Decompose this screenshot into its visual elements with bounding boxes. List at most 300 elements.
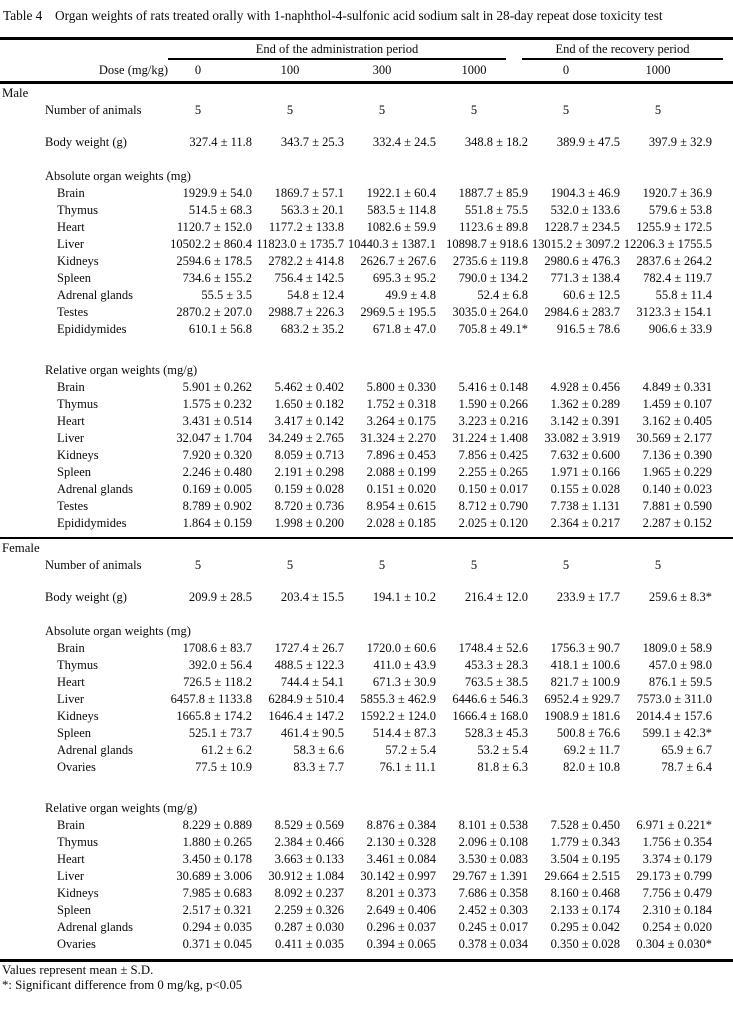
cell-value: 389.9 ± 47.5 bbox=[556, 135, 620, 149]
group-header-relative-organ-weights-mg-g bbox=[0, 800, 733, 817]
cell-value: 916.5 ± 78.6 bbox=[556, 322, 620, 336]
dose-value-admin-300: 300 bbox=[372, 63, 392, 77]
cell-value: 3.431 ± 0.514 bbox=[182, 414, 252, 428]
cell-value: 2626.7 ± 267.6 bbox=[360, 254, 436, 268]
cell-value: 0.304 ± 0.030* bbox=[636, 937, 712, 951]
dose-header-row bbox=[0, 60, 733, 81]
row-male-absolute-liver bbox=[0, 236, 733, 253]
cell-value: 0.169 ± 0.005 bbox=[182, 482, 252, 496]
cell-value: 2.384 ± 0.466 bbox=[274, 835, 344, 849]
cell-value: 65.9 ± 6.7 bbox=[661, 743, 712, 757]
cell-value: 10898.7 ± 918.6 bbox=[446, 237, 528, 251]
cell-value: 209.9 ± 28.5 bbox=[188, 590, 252, 604]
cell-value: 2735.6 ± 119.8 bbox=[452, 254, 528, 268]
row-label: Ovaries bbox=[57, 760, 96, 774]
group-title: Relative organ weights (mg/g) bbox=[45, 363, 198, 377]
cell-value: 1.998 ± 0.200 bbox=[274, 516, 344, 530]
cell-value: 7.136 ± 0.390 bbox=[642, 448, 712, 462]
cell-value: 525.1 ± 73.7 bbox=[188, 726, 252, 740]
row-male-absolute-spleen bbox=[0, 270, 733, 287]
cell-value: 5 bbox=[562, 558, 570, 572]
cell-value: 30.569 ± 2.177 bbox=[636, 431, 712, 445]
period-header-row bbox=[0, 40, 733, 60]
row-label: Kidneys bbox=[57, 448, 99, 462]
cell-value: 2870.2 ± 207.0 bbox=[176, 305, 252, 319]
cell-value: 0.411 ± 0.035 bbox=[275, 937, 344, 951]
cell-value: 2.130 ± 0.328 bbox=[366, 835, 436, 849]
footnote-significance: *: Significant difference from 0 mg/kg, p<0.05 bbox=[2, 978, 243, 992]
cell-value: 5.901 ± 0.262 bbox=[182, 380, 252, 394]
row-female-absolute-kidneys bbox=[0, 708, 733, 725]
cell-value: 771.3 ± 138.4 bbox=[550, 271, 620, 285]
cell-value: 2837.6 ± 264.2 bbox=[636, 254, 712, 268]
cell-value: 1665.8 ± 174.2 bbox=[176, 709, 252, 723]
cell-value: 1.756 ± 0.354 bbox=[642, 835, 712, 849]
cell-value: 821.7 ± 100.9 bbox=[550, 675, 620, 689]
cell-value: 2.255 ± 0.265 bbox=[458, 465, 528, 479]
cell-value: 0.371 ± 0.045 bbox=[182, 937, 252, 951]
cell-value: 7.528 ± 0.450 bbox=[550, 818, 620, 832]
cell-value: 5 bbox=[194, 558, 202, 572]
row-female-absolute-ovaries bbox=[0, 759, 733, 776]
group-header-absolute-organ-weights-mg bbox=[0, 168, 733, 185]
cell-value: 2969.5 ± 195.5 bbox=[360, 305, 436, 319]
cell-value: 1082.6 ± 59.9 bbox=[366, 220, 436, 234]
row-label: Heart bbox=[57, 675, 85, 689]
group-header-absolute-organ-weights-mg bbox=[0, 623, 733, 640]
row-male-relative-epididymides bbox=[0, 515, 733, 532]
cell-value: 13015.2 ± 3097.2 bbox=[531, 237, 620, 251]
cell-value: 7.632 ± 0.600 bbox=[550, 448, 620, 462]
row-label: Brain bbox=[57, 818, 85, 832]
cell-value: 30.142 ± 0.997 bbox=[360, 869, 436, 883]
cell-value: 1920.7 ± 36.9 bbox=[642, 186, 712, 200]
cell-value: 2.096 ± 0.108 bbox=[458, 835, 528, 849]
cell-value: 2.246 ± 0.480 bbox=[182, 465, 252, 479]
row-male-relative-adrenal-glands bbox=[0, 481, 733, 498]
cell-value: 1228.7 ± 234.5 bbox=[544, 220, 620, 234]
row-male-absolute-heart bbox=[0, 219, 733, 236]
table-title bbox=[0, 0, 733, 24]
row-label: Adrenal glands bbox=[57, 743, 134, 757]
cell-value: 78.7 ± 6.4 bbox=[661, 760, 712, 774]
row-male-relative-brain bbox=[0, 379, 733, 396]
row-label: Adrenal glands bbox=[57, 288, 134, 302]
cell-value: 81.8 ± 6.3 bbox=[477, 760, 528, 774]
cell-value: 1.752 ± 0.318 bbox=[366, 397, 436, 411]
cell-value: 528.3 ± 45.3 bbox=[464, 726, 528, 740]
row-male-absolute-kidneys bbox=[0, 253, 733, 270]
cell-value: 1255.9 ± 172.5 bbox=[636, 220, 712, 234]
cell-value: 5 bbox=[378, 558, 386, 572]
cell-value: 12206.3 ± 1755.5 bbox=[623, 237, 712, 251]
row-label: Thymus bbox=[57, 203, 98, 217]
cell-value: 397.9 ± 32.9 bbox=[648, 135, 712, 149]
cell-value: 2.025 ± 0.120 bbox=[458, 516, 528, 530]
cell-value: 705.8 ± 49.1* bbox=[458, 322, 528, 336]
cell-value: 0.155 ± 0.028 bbox=[550, 482, 620, 496]
group-header-relative-organ-weights-mg-g bbox=[0, 362, 733, 379]
cell-value: 671.8 ± 47.0 bbox=[372, 322, 436, 336]
cell-value: 4.928 ± 0.456 bbox=[550, 380, 620, 394]
cell-value: 1904.3 ± 46.9 bbox=[550, 186, 620, 200]
section-header-male: Male bbox=[2, 86, 29, 100]
cell-value: 8.876 ± 0.384 bbox=[366, 818, 436, 832]
cell-value: 906.6 ± 33.9 bbox=[648, 322, 712, 336]
cell-value: 194.1 ± 10.2 bbox=[372, 590, 436, 604]
cell-value: 5 bbox=[378, 103, 386, 117]
cell-value: 76.1 ± 11.1 bbox=[379, 760, 436, 774]
dose-label: Dose (mg/kg) bbox=[98, 63, 168, 77]
cell-value: 53.2 ± 5.4 bbox=[477, 743, 528, 757]
row-label: Liver bbox=[57, 237, 85, 251]
row-label: Adrenal glands bbox=[57, 482, 134, 496]
group-title: Relative organ weights (mg/g) bbox=[45, 801, 198, 815]
cell-value: 411.0 ± 43.9 bbox=[373, 658, 436, 672]
cell-value: 579.6 ± 53.8 bbox=[648, 203, 712, 217]
row-label: Spleen bbox=[57, 271, 92, 285]
cell-value: 7.738 ± 1.131 bbox=[550, 499, 620, 513]
row-label: Number of animals bbox=[45, 103, 142, 117]
cell-value: 1646.4 ± 147.2 bbox=[268, 709, 344, 723]
row-label: Kidneys bbox=[57, 886, 99, 900]
cell-value: 1.779 ± 0.343 bbox=[550, 835, 620, 849]
cell-value: 3.417 ± 0.142 bbox=[274, 414, 344, 428]
cell-value: 0.140 ± 0.023 bbox=[642, 482, 712, 496]
row-label: Liver bbox=[57, 431, 85, 445]
cell-value: 3.504 ± 0.195 bbox=[550, 852, 620, 866]
dose-value-admin-0: 0 bbox=[194, 63, 202, 77]
cell-value: 0.394 ± 0.065 bbox=[366, 937, 436, 951]
cell-value: 5 bbox=[470, 558, 478, 572]
cell-value: 1177.2 ± 133.8 bbox=[268, 220, 344, 234]
cell-value: 1.864 ± 0.159 bbox=[182, 516, 252, 530]
row-male-absolute-adrenal-glands bbox=[0, 287, 733, 304]
row-male-relative-kidneys bbox=[0, 447, 733, 464]
cell-value: 259.6 ± 8.3* bbox=[648, 590, 712, 604]
cell-value: 8.954 ± 0.615 bbox=[366, 499, 436, 513]
cell-value: 5855.3 ± 462.9 bbox=[360, 692, 436, 706]
dose-value-admin-100: 100 bbox=[280, 63, 300, 77]
cell-value: 8.101 ± 0.538 bbox=[458, 818, 528, 832]
cell-value: 1720.0 ± 60.6 bbox=[366, 641, 436, 655]
cell-value: 3.663 ± 0.133 bbox=[274, 852, 344, 866]
cell-value: 31.324 ± 2.270 bbox=[360, 431, 436, 445]
cell-value: 2980.6 ± 476.3 bbox=[544, 254, 620, 268]
cell-value: 532.0 ± 133.6 bbox=[550, 203, 620, 217]
row-label: Epididymides bbox=[57, 516, 127, 530]
cell-value: 5.800 ± 0.330 bbox=[366, 380, 436, 394]
row-label: Heart bbox=[57, 414, 85, 428]
cell-value: 3.461 ± 0.084 bbox=[366, 852, 436, 866]
table-bottom-rule bbox=[0, 959, 733, 962]
cell-value: 488.5 ± 122.3 bbox=[274, 658, 344, 672]
cell-value: 1929.9 ± 54.0 bbox=[182, 186, 252, 200]
cell-value: 1708.6 ± 83.7 bbox=[182, 641, 252, 655]
cell-value: 1666.4 ± 168.0 bbox=[452, 709, 528, 723]
cell-value: 756.4 ± 142.5 bbox=[274, 271, 344, 285]
cell-value: 2988.7 ± 226.3 bbox=[268, 305, 344, 319]
row-label: Brain bbox=[57, 186, 85, 200]
cell-value: 5.416 ± 0.148 bbox=[458, 380, 528, 394]
row-label: Kidneys bbox=[57, 254, 99, 268]
cell-value: 29.173 ± 0.799 bbox=[636, 869, 712, 883]
cell-value: 1756.3 ± 90.7 bbox=[550, 641, 620, 655]
cell-value: 2.133 ± 0.174 bbox=[550, 903, 620, 917]
cell-value: 8.160 ± 0.468 bbox=[550, 886, 620, 900]
cell-value: 1.590 ± 0.266 bbox=[458, 397, 528, 411]
table-caption: Organ weights of rats treated orally with 1-naphthol-4-sulfonic acid sodium salt in 28-day repeat dose toxicity test bbox=[55, 8, 663, 23]
cell-value: 1120.7 ± 152.0 bbox=[176, 220, 252, 234]
cell-value: 418.1 ± 100.6 bbox=[550, 658, 620, 672]
cell-value: 8.201 ± 0.373 bbox=[366, 886, 436, 900]
cell-value: 30.689 ± 3.006 bbox=[176, 869, 252, 883]
cell-value: 69.2 ± 11.7 bbox=[563, 743, 620, 757]
cell-value: 1.971 ± 0.166 bbox=[550, 465, 620, 479]
cell-value: 5 bbox=[286, 558, 294, 572]
cell-value: 8.229 ± 0.889 bbox=[182, 818, 252, 832]
dose-value-recovery-0: 0 bbox=[562, 63, 570, 77]
cell-value: 2.649 ± 0.406 bbox=[366, 903, 436, 917]
cell-value: 3.530 ± 0.083 bbox=[458, 852, 528, 866]
cell-value: 0.254 ± 0.020 bbox=[642, 920, 712, 934]
cell-value: 10440.3 ± 1387.1 bbox=[347, 237, 436, 251]
row-label: Number of animals bbox=[45, 558, 142, 572]
section-header-female: Female bbox=[2, 541, 40, 555]
row-label: Body weight (g) bbox=[45, 135, 127, 149]
cell-value: 61.2 ± 6.2 bbox=[201, 743, 252, 757]
cell-value: 6446.6 ± 546.3 bbox=[452, 692, 528, 706]
row-male-relative-thymus bbox=[0, 396, 733, 413]
cell-value: 563.3 ± 20.1 bbox=[280, 203, 344, 217]
cell-value: 29.767 ± 1.391 bbox=[452, 869, 528, 883]
row-label: Adrenal glands bbox=[57, 920, 134, 934]
cell-value: 551.8 ± 75.5 bbox=[464, 203, 528, 217]
cell-value: 332.4 ± 24.5 bbox=[372, 135, 436, 149]
row-label: Ovaries bbox=[57, 937, 96, 951]
cell-value: 392.0 ± 56.4 bbox=[188, 658, 252, 672]
cell-value: 77.5 ± 10.9 bbox=[195, 760, 252, 774]
cell-value: 343.7 ± 25.3 bbox=[280, 135, 344, 149]
cell-value: 0.150 ± 0.017 bbox=[458, 482, 528, 496]
cell-value: 52.4 ± 6.8 bbox=[477, 288, 528, 302]
cell-value: 0.296 ± 0.037 bbox=[366, 920, 436, 934]
cell-value: 1887.7 ± 85.9 bbox=[458, 186, 528, 200]
cell-value: 2984.6 ± 283.7 bbox=[544, 305, 620, 319]
cell-value: 203.4 ± 15.5 bbox=[280, 590, 344, 604]
cell-value: 54.8 ± 12.4 bbox=[287, 288, 344, 302]
cell-value: 7.881 ± 0.590 bbox=[642, 499, 712, 513]
footnotes bbox=[0, 963, 733, 993]
cell-value: 683.2 ± 35.2 bbox=[280, 322, 344, 336]
cell-value: 2.310 ± 0.184 bbox=[642, 903, 712, 917]
cell-value: 3123.3 ± 154.1 bbox=[636, 305, 712, 319]
cell-value: 8.712 ± 0.790 bbox=[458, 499, 528, 513]
dose-value-admin-1000: 1000 bbox=[461, 63, 487, 77]
cell-value: 500.8 ± 76.6 bbox=[556, 726, 620, 740]
cell-value: 0.159 ± 0.028 bbox=[274, 482, 344, 496]
cell-value: 790.0 ± 134.2 bbox=[458, 271, 528, 285]
row-female-relative-thymus bbox=[0, 834, 733, 851]
cell-value: 1.362 ± 0.289 bbox=[550, 397, 620, 411]
row-label: Liver bbox=[57, 692, 85, 706]
cell-value: 1592.2 ± 124.0 bbox=[360, 709, 436, 723]
cell-value: 7.856 ± 0.425 bbox=[458, 448, 528, 462]
row-label: Spleen bbox=[57, 726, 92, 740]
cell-value: 34.249 ± 2.765 bbox=[268, 431, 344, 445]
row-female-relative-kidneys bbox=[0, 885, 733, 902]
cell-value: 0.151 ± 0.020 bbox=[366, 482, 436, 496]
row-label: Heart bbox=[57, 852, 85, 866]
cell-value: 0.295 ± 0.042 bbox=[550, 920, 620, 934]
row-male-relative-heart bbox=[0, 413, 733, 430]
table-body bbox=[0, 84, 733, 953]
cell-value: 0.350 ± 0.028 bbox=[550, 937, 620, 951]
cell-value: 2.028 ± 0.185 bbox=[366, 516, 436, 530]
number-of-animals-row bbox=[0, 557, 733, 574]
cell-value: 0.294 ± 0.035 bbox=[182, 920, 252, 934]
cell-value: 7.985 ± 0.683 bbox=[182, 886, 252, 900]
cell-value: 7573.0 ± 311.0 bbox=[636, 692, 712, 706]
row-label: Spleen bbox=[57, 465, 92, 479]
cell-value: 726.5 ± 118.2 bbox=[183, 675, 252, 689]
cell-value: 876.1 ± 59.5 bbox=[648, 675, 712, 689]
cell-value: 8.059 ± 0.713 bbox=[274, 448, 344, 462]
cell-value: 33.082 ± 3.919 bbox=[544, 431, 620, 445]
row-male-relative-testes bbox=[0, 498, 733, 515]
cell-value: 10502.2 ± 860.4 bbox=[170, 237, 252, 251]
cell-value: 7.756 ± 0.479 bbox=[642, 886, 712, 900]
cell-value: 1123.6 ± 89.8 bbox=[459, 220, 528, 234]
cell-value: 2.259 ± 0.326 bbox=[274, 903, 344, 917]
cell-value: 5 bbox=[194, 103, 202, 117]
cell-value: 2594.6 ± 178.5 bbox=[176, 254, 252, 268]
row-label: Epididymides bbox=[57, 322, 127, 336]
cell-value: 1908.9 ± 181.6 bbox=[544, 709, 620, 723]
row-male-absolute-brain bbox=[0, 185, 733, 202]
footnote-mean-sd: Values represent mean ± S.D. bbox=[2, 963, 154, 977]
row-male-relative-spleen bbox=[0, 464, 733, 481]
row-label: Kidneys bbox=[57, 709, 99, 723]
cell-value: 32.047 ± 1.704 bbox=[176, 431, 252, 445]
cell-value: 8.789 ± 0.902 bbox=[182, 499, 252, 513]
body-weight-row bbox=[0, 589, 733, 606]
administration-period-header: End of the administration period bbox=[168, 40, 506, 60]
cell-value: 453.3 ± 28.3 bbox=[464, 658, 528, 672]
cell-value: 2.088 ± 0.199 bbox=[366, 465, 436, 479]
row-label: Thymus bbox=[57, 397, 98, 411]
cell-value: 0.378 ± 0.034 bbox=[458, 937, 528, 951]
cell-value: 457.0 ± 98.0 bbox=[648, 658, 712, 672]
cell-value: 55.8 ± 11.4 bbox=[655, 288, 712, 302]
row-female-relative-adrenal-glands bbox=[0, 919, 733, 936]
cell-value: 3.374 ± 0.179 bbox=[642, 852, 712, 866]
cell-value: 1748.4 ± 52.6 bbox=[458, 641, 528, 655]
cell-value: 744.4 ± 54.1 bbox=[280, 675, 344, 689]
row-female-absolute-adrenal-glands bbox=[0, 742, 733, 759]
recovery-period-header: End of the recovery period bbox=[522, 40, 723, 60]
cell-value: 514.5 ± 68.3 bbox=[188, 203, 252, 217]
row-female-absolute-brain bbox=[0, 640, 733, 657]
row-female-absolute-liver bbox=[0, 691, 733, 708]
cell-value: 327.4 ± 11.8 bbox=[189, 135, 252, 149]
cell-value: 1.880 ± 0.265 bbox=[182, 835, 252, 849]
row-label: Body weight (g) bbox=[45, 590, 127, 604]
cell-value: 60.6 ± 12.5 bbox=[563, 288, 620, 302]
cell-value: 6457.8 ± 1133.8 bbox=[170, 692, 252, 706]
cell-value: 1.575 ± 0.232 bbox=[182, 397, 252, 411]
cell-value: 29.664 ± 2.515 bbox=[544, 869, 620, 883]
row-female-absolute-thymus bbox=[0, 657, 733, 674]
cell-value: 2.191 ± 0.298 bbox=[274, 465, 344, 479]
table-number: Table 4 bbox=[3, 8, 43, 23]
number-of-animals-row bbox=[0, 102, 733, 119]
cell-value: 31.224 ± 1.408 bbox=[452, 431, 528, 445]
cell-value: 5.462 ± 0.402 bbox=[274, 380, 344, 394]
cell-value: 5 bbox=[654, 558, 662, 572]
cell-value: 734.6 ± 155.2 bbox=[182, 271, 252, 285]
cell-value: 5 bbox=[654, 103, 662, 117]
cell-value: 7.920 ± 0.320 bbox=[182, 448, 252, 462]
cell-value: 1727.4 ± 26.7 bbox=[274, 641, 344, 655]
cell-value: 5 bbox=[286, 103, 294, 117]
cell-value: 461.4 ± 90.5 bbox=[280, 726, 344, 740]
cell-value: 763.5 ± 38.5 bbox=[464, 675, 528, 689]
cell-value: 233.9 ± 17.7 bbox=[556, 590, 620, 604]
row-label: Testes bbox=[57, 305, 89, 319]
cell-value: 57.2 ± 5.4 bbox=[385, 743, 436, 757]
cell-value: 1809.0 ± 58.9 bbox=[642, 641, 712, 655]
cell-value: 1.459 ± 0.107 bbox=[642, 397, 712, 411]
cell-value: 5 bbox=[470, 103, 478, 117]
cell-value: 1.650 ± 0.182 bbox=[274, 397, 344, 411]
row-label: Brain bbox=[57, 380, 85, 394]
cell-value: 1922.1 ± 60.4 bbox=[366, 186, 436, 200]
cell-value: 4.849 ± 0.331 bbox=[642, 380, 712, 394]
cell-value: 7.686 ± 0.358 bbox=[458, 886, 528, 900]
cell-value: 3.223 ± 0.216 bbox=[458, 414, 528, 428]
cell-value: 6952.4 ± 929.7 bbox=[544, 692, 620, 706]
row-label: Heart bbox=[57, 220, 85, 234]
cell-value: 2.364 ± 0.217 bbox=[550, 516, 620, 530]
body-weight-row bbox=[0, 134, 733, 151]
row-female-relative-spleen bbox=[0, 902, 733, 919]
cell-value: 2014.4 ± 157.6 bbox=[636, 709, 712, 723]
row-female-relative-ovaries bbox=[0, 936, 733, 953]
cell-value: 11823.0 ± 1735.7 bbox=[256, 237, 344, 251]
cell-value: 2782.2 ± 414.8 bbox=[268, 254, 344, 268]
row-female-relative-heart bbox=[0, 851, 733, 868]
row-label: Brain bbox=[57, 641, 85, 655]
group-title: Absolute organ weights (mg) bbox=[45, 169, 191, 183]
row-female-relative-brain bbox=[0, 817, 733, 834]
cell-value: 2.517 ± 0.321 bbox=[182, 903, 252, 917]
row-female-relative-liver bbox=[0, 868, 733, 885]
cell-value: 1869.7 ± 57.1 bbox=[274, 186, 344, 200]
cell-value: 610.1 ± 56.8 bbox=[188, 322, 252, 336]
cell-value: 8.092 ± 0.237 bbox=[274, 886, 344, 900]
row-label: Testes bbox=[57, 499, 89, 513]
cell-value: 671.3 ± 30.9 bbox=[372, 675, 436, 689]
cell-value: 599.1 ± 42.3* bbox=[642, 726, 712, 740]
row-male-absolute-epididymides bbox=[0, 321, 733, 338]
cell-value: 3.264 ± 0.175 bbox=[366, 414, 436, 428]
cell-value: 0.245 ± 0.017 bbox=[458, 920, 528, 934]
row-female-absolute-spleen bbox=[0, 725, 733, 742]
cell-value: 2.452 ± 0.303 bbox=[458, 903, 528, 917]
row-label: Liver bbox=[57, 869, 85, 883]
cell-value: 514.4 ± 87.3 bbox=[372, 726, 436, 740]
